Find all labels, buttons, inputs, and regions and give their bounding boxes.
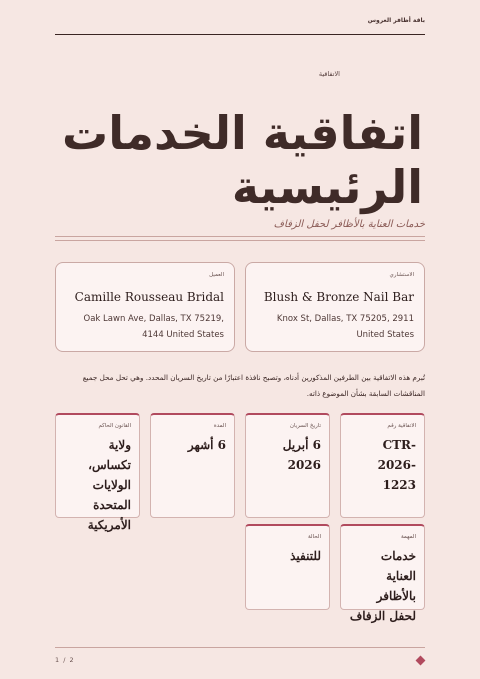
term-label: القانون الحاكم [98, 423, 131, 429]
term-label: الحالة [307, 534, 321, 540]
term-value: للتنفيذ [290, 549, 321, 563]
header-rule [55, 34, 425, 35]
client-address: Oak Lawn Ave, Dallas, TX 75219, 4144 United States [83, 314, 224, 340]
term-governing-law [55, 413, 140, 532]
page-number: 1 / 2 [55, 656, 75, 664]
client-card [55, 262, 235, 352]
provider-address: Knox St, Dallas, TX 75205, 2911 United States [276, 314, 414, 340]
client-name: Camille Rousseau Bridal [74, 290, 224, 304]
term-value: CTR-2026-1223 [377, 438, 416, 492]
page-title: اتفاقية الخدمات الرئيسية [62, 106, 423, 214]
term-scope [340, 524, 425, 623]
term-duration [150, 413, 235, 518]
provider-name: Blush & Bronze Nail Bar [263, 290, 414, 304]
term-label: المدة [213, 423, 226, 429]
term-value: خدمات العناية بالأظافر لحفل الزفاف [349, 549, 416, 623]
term-status [245, 524, 330, 610]
title-divider [55, 236, 425, 241]
term-effective-date [245, 413, 330, 518]
page-subtitle: خدمات العناية بالأظافر لحفل الزفاف [273, 219, 425, 230]
term-value: ولاية تكساس، الولايات المتحدة الأمريكية [87, 438, 131, 532]
term-value: 6 أبريل 2026 [282, 438, 321, 472]
footer-rule [55, 647, 425, 648]
preamble-text: تُبرم هذه الاتفاقية بين الطرفين المذكورين أدناه، وتصبح نافذة اعتبارًا من تاريخ السريان المحدد. وهي تحل محل جميع المناقشات السابقة بشأن الموضوع ذاته. [82, 373, 425, 398]
term-label: تاريخ السريان [289, 423, 321, 429]
term-label: المهمة [400, 534, 416, 540]
term-value: 6 أشهر [187, 438, 226, 452]
diamond-ornament-icon [416, 656, 426, 666]
document-label: الاتفاقية [318, 70, 340, 78]
client-role: العميل [209, 272, 224, 278]
running-head: باقة أظافر العروس [367, 17, 425, 24]
provider-role: الاستشاري [389, 272, 414, 278]
term-label: الاتفاقية رقم [387, 423, 416, 429]
term-agreement-number [340, 413, 425, 518]
provider-card [245, 262, 425, 352]
